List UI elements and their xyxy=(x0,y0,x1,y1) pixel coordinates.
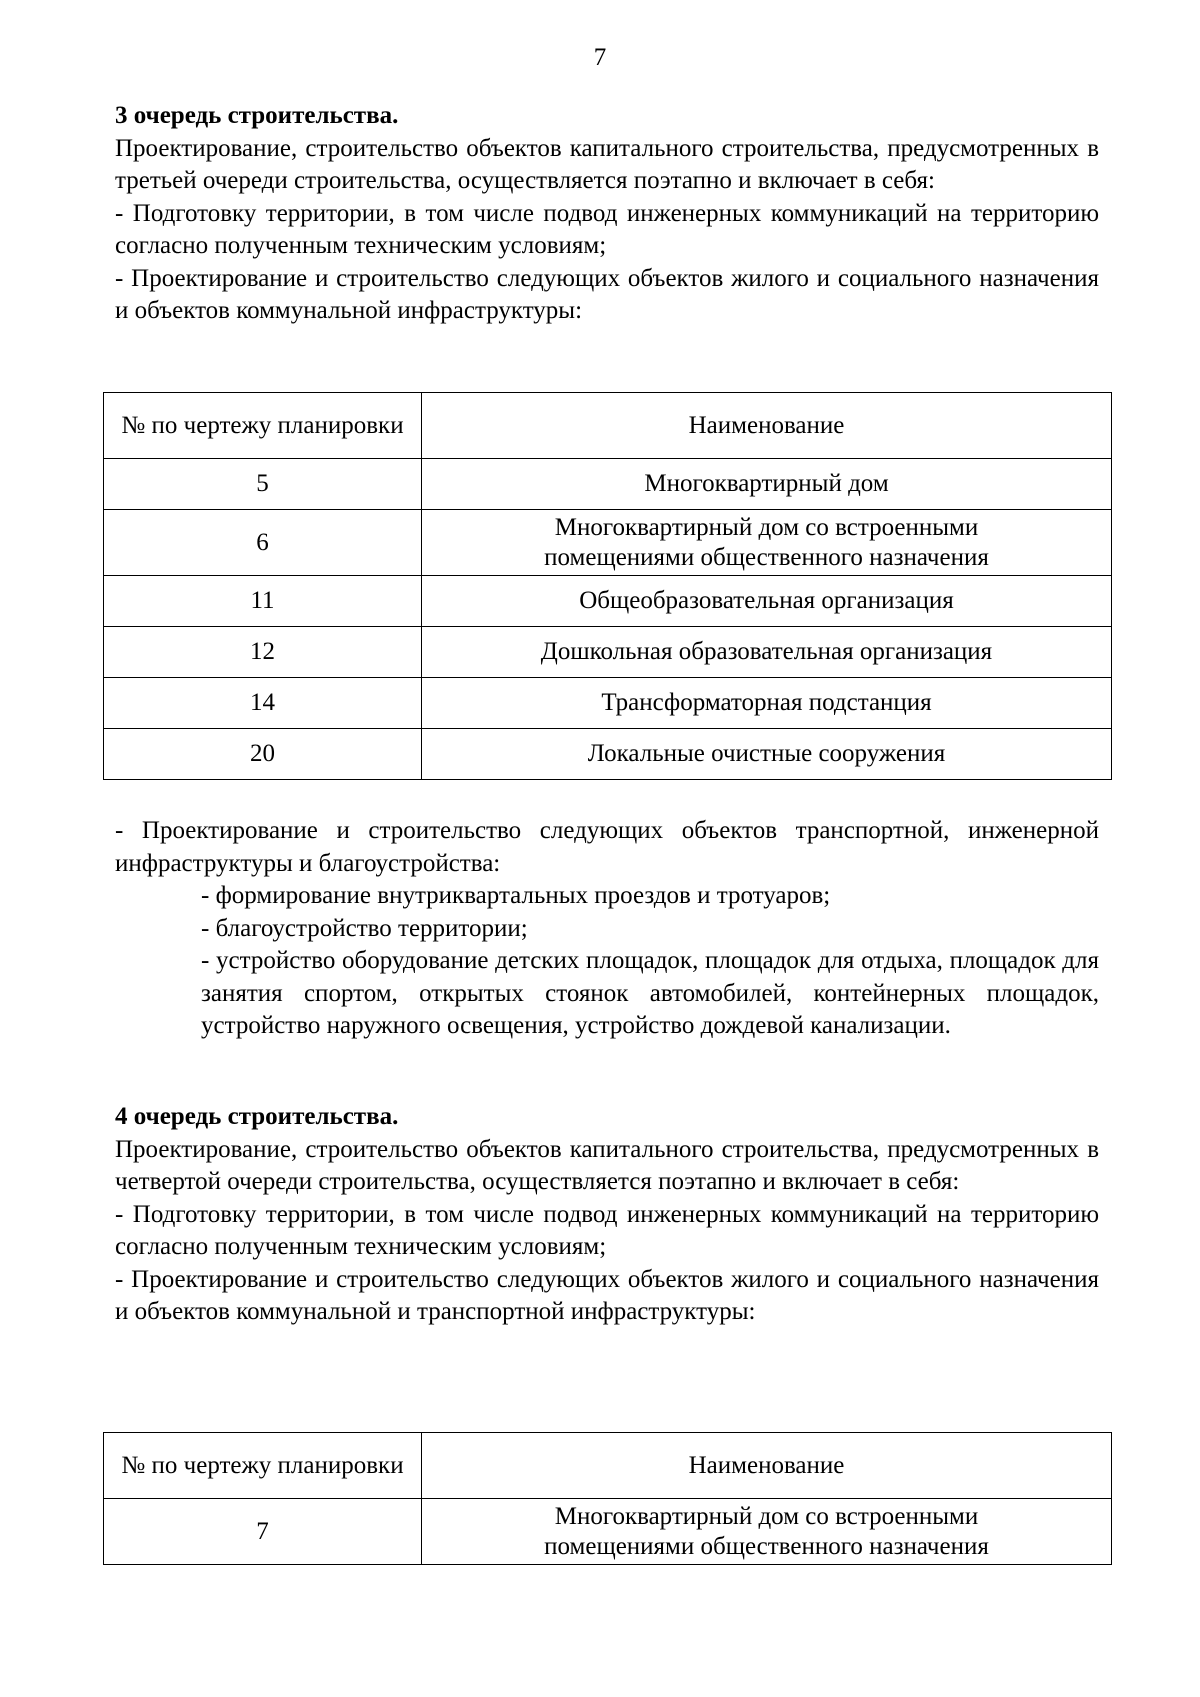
section-3-item-2: - Проектирование и строительство следующих объектов жилого и социального назначения и объектов коммунальной инфраструктуры: xyxy=(115,264,1099,324)
section-3-text xyxy=(115,100,1099,328)
row-num: 12 xyxy=(104,627,422,678)
section-3-sub-item-1: - формирование внутриквартальных проездов и тротуаров; xyxy=(201,882,831,909)
row-name: Общеобразовательная организация xyxy=(422,576,1112,627)
table-row xyxy=(104,1499,1112,1565)
row-name: Дошкольная образовательная организация xyxy=(422,627,1112,678)
section-3-infrastructure-text xyxy=(115,815,1099,1043)
section-4-heading: 4 очередь строительства. xyxy=(115,1103,399,1130)
table-row xyxy=(104,729,1112,780)
row-name: Локальные очистные сооружения xyxy=(422,729,1112,780)
header-num: № по чертежу планировки xyxy=(104,1433,422,1499)
row-num: 20 xyxy=(104,729,422,780)
table-row xyxy=(104,459,1112,510)
table-row xyxy=(104,678,1112,729)
row-num: 7 xyxy=(104,1499,422,1565)
row-num: 14 xyxy=(104,678,422,729)
section-4-text xyxy=(115,1101,1099,1329)
row-name: Многоквартирный дом со встроенными помещениями общественного назначения xyxy=(422,1499,1112,1565)
section-3-sub-item-3: - устройство оборудование детских площадок, площадок для отдыха, площадок для занятия спортом, открытых стоянок автомобилей, контейнерных площадок, устройство наружного освещения, устройство дождевой канализации. xyxy=(201,947,1099,1039)
section-3-intro: Проектирование, строительство объектов капитального строительства, предусмотренных в третьей очереди строительства, осуществляется поэтапно и включает в себя: xyxy=(115,134,1099,194)
section-3-after-table: - Проектирование и строительство следующих объектов транспортной, инженерной инфраструктуры и благоустройства: xyxy=(115,817,1099,877)
page-number: 7 xyxy=(593,44,607,71)
row-name: Трансформаторная подстанция xyxy=(422,678,1112,729)
row-name: Многоквартирный дом xyxy=(422,459,1112,510)
section-3-sub-item-2: - благоустройство территории; xyxy=(201,914,528,942)
section-4-table xyxy=(103,1432,1112,1565)
row-name: Многоквартирный дом со встроенными помещениями общественного назначения xyxy=(422,510,1112,576)
table-header-row xyxy=(104,1433,1112,1499)
table-row xyxy=(104,627,1112,678)
section-3-item-1: - Подготовку территории, в том числе подвод инженерных коммуникаций на территорию согласно полученным техническим условиям; xyxy=(115,199,1099,259)
table-row xyxy=(104,510,1112,576)
row-num: 11 xyxy=(104,576,422,627)
table-header-row xyxy=(104,393,1112,459)
header-num: № по чертежу планировки xyxy=(104,393,422,459)
section-3-heading: 3 очередь строительства. xyxy=(115,102,399,129)
row-num: 5 xyxy=(104,459,422,510)
section-3-table xyxy=(103,392,1112,780)
section-4-intro: Проектирование, строительство объектов капитального строительства, предусмотренных в четвертой очереди строительства, осуществляется поэтапно и включает в себя: xyxy=(115,1135,1099,1195)
header-name: Наименование xyxy=(422,393,1112,459)
section-4-item-1: - Подготовку территории, в том числе подвод инженерных коммуникаций на территорию согласно полученным техническим условиям; xyxy=(115,1200,1099,1260)
row-num: 6 xyxy=(104,510,422,576)
section-4-item-2: - Проектирование и строительство следующих объектов жилого и социального назначения и объектов коммунальной и транспортной инфраструктуры: xyxy=(115,1265,1099,1325)
header-name: Наименование xyxy=(422,1433,1112,1499)
table-row xyxy=(104,576,1112,627)
